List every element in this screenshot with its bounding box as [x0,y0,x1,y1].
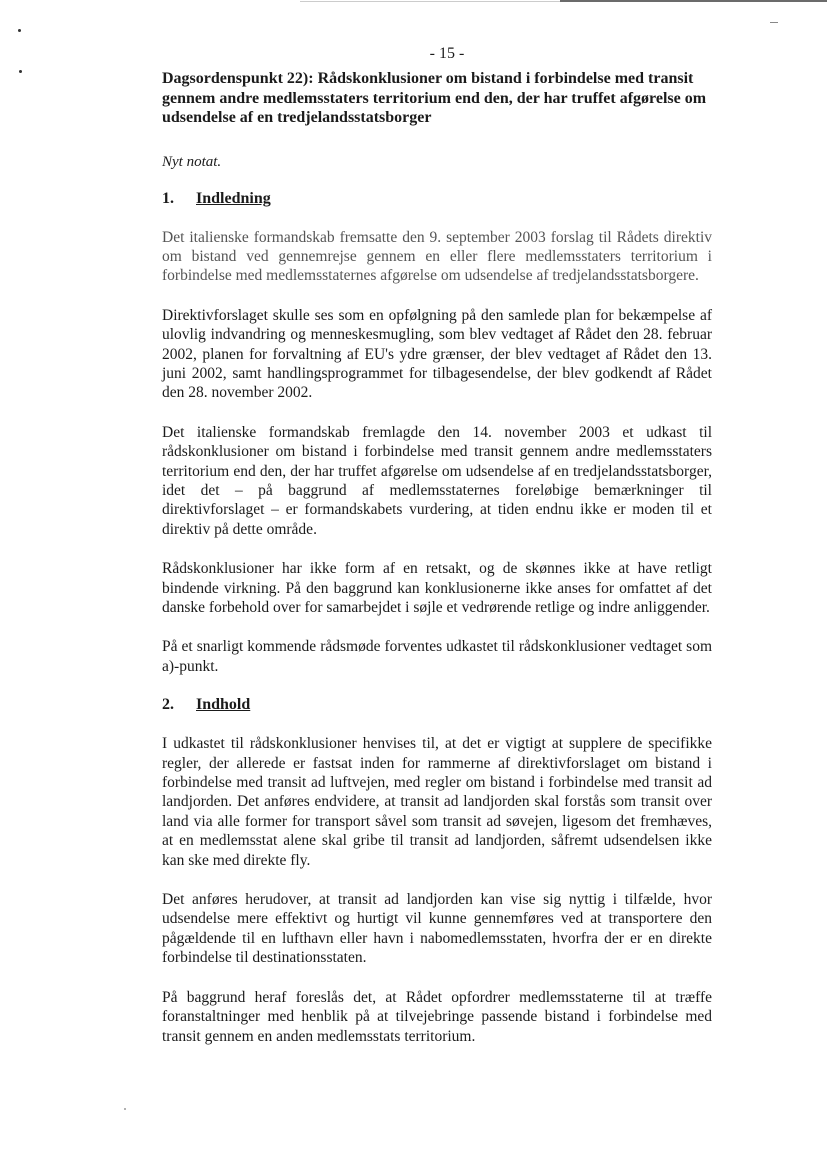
paragraph: Det anføres herudover, at transit ad landjorden kan vise sig nyttig i tilfælde, hvor udsendelse mere effektivt og hurtigt vil kunne gennemføres ved at transportere den pågældende til en lufthavn eller havn i nabomedlemsstaten, hvorfra der er en direkte forbindelse til destinationsstaten. [162,891,712,967]
paragraph: Det italienske formandskab fremlagde den 14. november 2003 et udkast til rådskonklusioner om bistand i forbindelse med transit gennem andre medlemsstaters territorium end den, der har truffet afgørelse om udsendelse af en tredjelandsstatsborger, idet det – på baggrund af medlemsstaternes foreløbige bemærkninger til direktivforslaget – er formandskabets vurdering, at tiden endnu ikke er moden til et direktiv på dette område. [162,423,712,538]
scan-speck [770,22,778,23]
scan-speck [19,70,22,73]
section-title: Indhold [196,696,251,714]
section-number: 2. [162,696,174,714]
section-title: Indledning [196,189,271,207]
scan-speck [124,1108,126,1110]
paragraph: Det italienske formandskab fremsatte den 9. september 2003 forslag til Rådets direktiv om bistand ved gennemrejse gennem en eller flere medlemsstaters territorium i forbindelse med medlemsstaternes afgørelse om udsendelse af tredjelandsstatsborgere. [162,228,712,285]
section-heading-indledning [162,190,712,208]
paragraph: På et snarligt kommende rådsmøde forventes udkastet til rådskonklusioner vedtaget som a)-punkt. [162,638,712,675]
page-number: - 15 - [429,45,465,62]
agenda-heading: Dagsordenspunkt 22): Rådskonklusioner om bistand i forbindelse med transit gennem andre medlemsstaters territorium end den, der har truffet afgørelse om udsendelse af en tredjelandsstatsborger [162,70,707,126]
document-page [162,45,712,1046]
paragraph: I udkastet til rådskonklusioner henvises til, at det er vigtigt at supplere de specifikke regler, der allerede er fastsat inden for rammerne af direktivforslaget om bistand i forbindelse med transit ad luftvejen, med regler om bistand i forbindelse med transit ad landjorden. Det anføres endvidere, at transit ad landjorden skal forstås som transit over land via alle former for transport såvel som transit ad søvejen, ligesom det fremhæves, at en medlemsstat alene skal gribe til transit ad landjorden, såfremt udsendelsen ikke kan ske med direkte fly. [162,735,712,869]
section-number: 1. [162,189,174,207]
paragraph: Direktivforslaget skulle ses som en opfølgning på den samlede plan for bekæmpelse af ulovlig indvandring og menneskesmugling, som blev vedtaget af Rådet den 28. februar 2002, planen for forvaltning af EU's ydre grænser, der blev vedtaget af Rådet den 13. juni 2002, samt handlingsprogrammet for tilbagesendelse, der blev godkendt af Rådet den 28. november 2002. [162,306,712,402]
paragraph: På baggrund heraf foreslås det, at Rådet opfordrer medlemsstaterne til at træffe foranstaltninger med henblik på at tilvejebringe passende bistand i forbindelse med transit gennem en anden medlemsstats territorium. [162,988,712,1045]
paragraph: Rådskonklusioner har ikke form af en retsakt, og de skønnes ikke at have retligt bindende virkning. På den baggrund kan konklusionerne ikke anses for omfattet af det danske forbehold over for samarbejdet i søjle et vedrørende retlige og indre anliggender. [162,560,712,616]
scan-speck [18,29,21,32]
note-label: Nyt notat. [162,153,222,170]
scan-artifact-line [300,1,560,2]
scan-artifact-line [560,0,827,2]
section-heading-indhold [162,696,712,714]
